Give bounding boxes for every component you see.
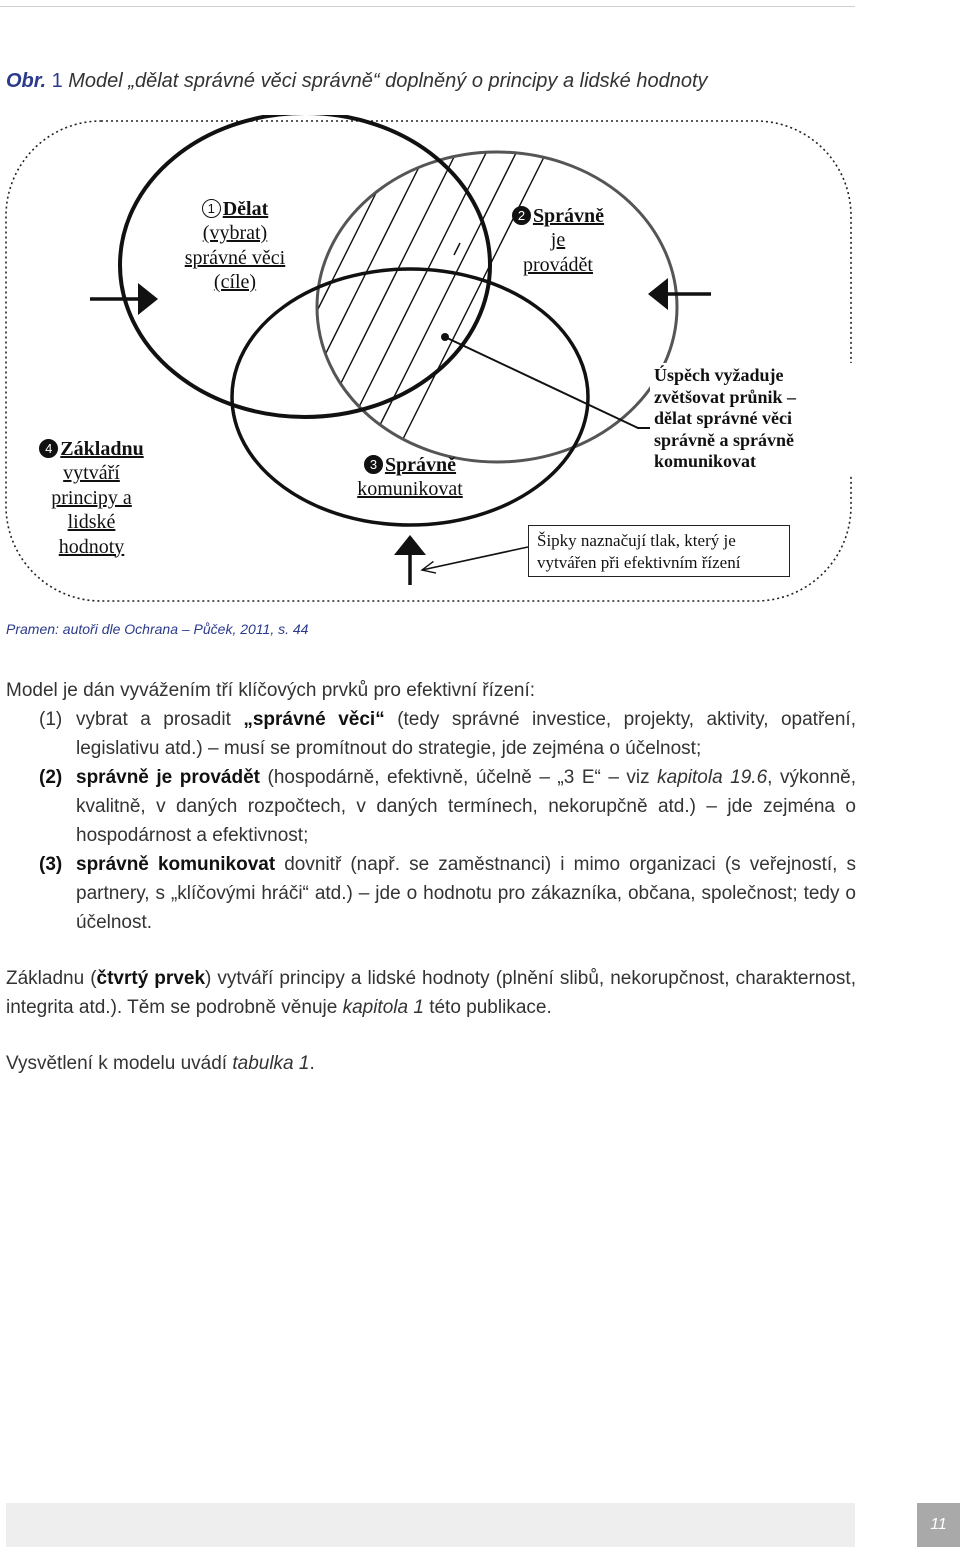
figure-caption-text: Model „dělat správné věci správně“ doplněný o principy a lidské hodnoty [68,70,708,92]
number-3-icon: 3 [364,455,383,474]
number-1-icon: 1 [202,199,221,218]
pointer-line-success [445,337,650,428]
key-elements-list [6,705,856,937]
list-item: (3) správně komunikovat dovnitř (např. se zaměstnanci) i mimo organizaci (s veřejností, s partnery, s „klíčovými hráči“ atd.) – jde o hodnotu pro zákazníka, občana, společnost; tedy o účelnost. [6,850,856,937]
number-4-icon: 4 [39,439,58,458]
list-item: (2) správně je provádět (hospodárně, efektivně, účelně – „3 E“ – viz kapitola 19.6, výkonně, kvalitně, v daných rozpočtech, v daných termínech, nekorupčně atd.) – jde zejména o hospodárnost a efektivnost; [6,763,856,850]
label-base-principles: 4 Základnu vytváří principy a lidské hodnoty [24,437,159,559]
list-marker: (3) [39,854,63,875]
label-do-right-things: 1 Dělat (vybrat) správné věci (cíle) [184,198,286,294]
figure-caption [6,70,708,93]
arrows-note: Šipky naznačují tlak, který je vytvářen při efektivním řízení [528,525,790,577]
explanation-paragraph: Vysvětlení k modelu uvádí tabulka 1. [6,1053,315,1074]
figure-source: Pramen: autoři dle Ochrana – Půček, 2011, s. 44 [6,621,309,637]
intro-paragraph: Model je dán vyvážením tří klíčových prvků pro efektivní řízení: [6,680,536,701]
base-paragraph: Základnu (čtvrtý prvek) vytváří principy a lidské hodnoty (plnění slibů, nekorupčnost, charakternost, integrita atd.). Těm se podrobně věnuje kapitola 1 této publikace. [6,968,856,1018]
list-marker: (1) [39,709,63,730]
footer-bar [6,1503,855,1547]
figure-label: Obr. [6,70,47,92]
pointer-arrow-note [422,547,528,570]
venn-figure [0,115,860,615]
success-note: Úspěch vyžaduje zvětšovat průnik – dělat správné věci správně a správně komunikovat [650,363,854,475]
figure-number: 1 [51,70,63,92]
number-2-icon: 2 [512,206,531,225]
label-communicate-right: 3 Správně komunikovat [357,454,463,501]
label-do-them-right: 2 Správně je provádět [488,204,628,277]
page-number: 11 [917,1503,960,1547]
circle-right-back [317,152,677,462]
list-marker: (2) [39,767,63,788]
list-item: (1) vybrat a prosadit „správné věci“ (tedy správné investice, projekty, aktivity, opatření, legislativu atd.) – musí se promítnout do strategie, jde zejména o účelnost; [6,705,856,763]
top-rule [0,6,855,7]
